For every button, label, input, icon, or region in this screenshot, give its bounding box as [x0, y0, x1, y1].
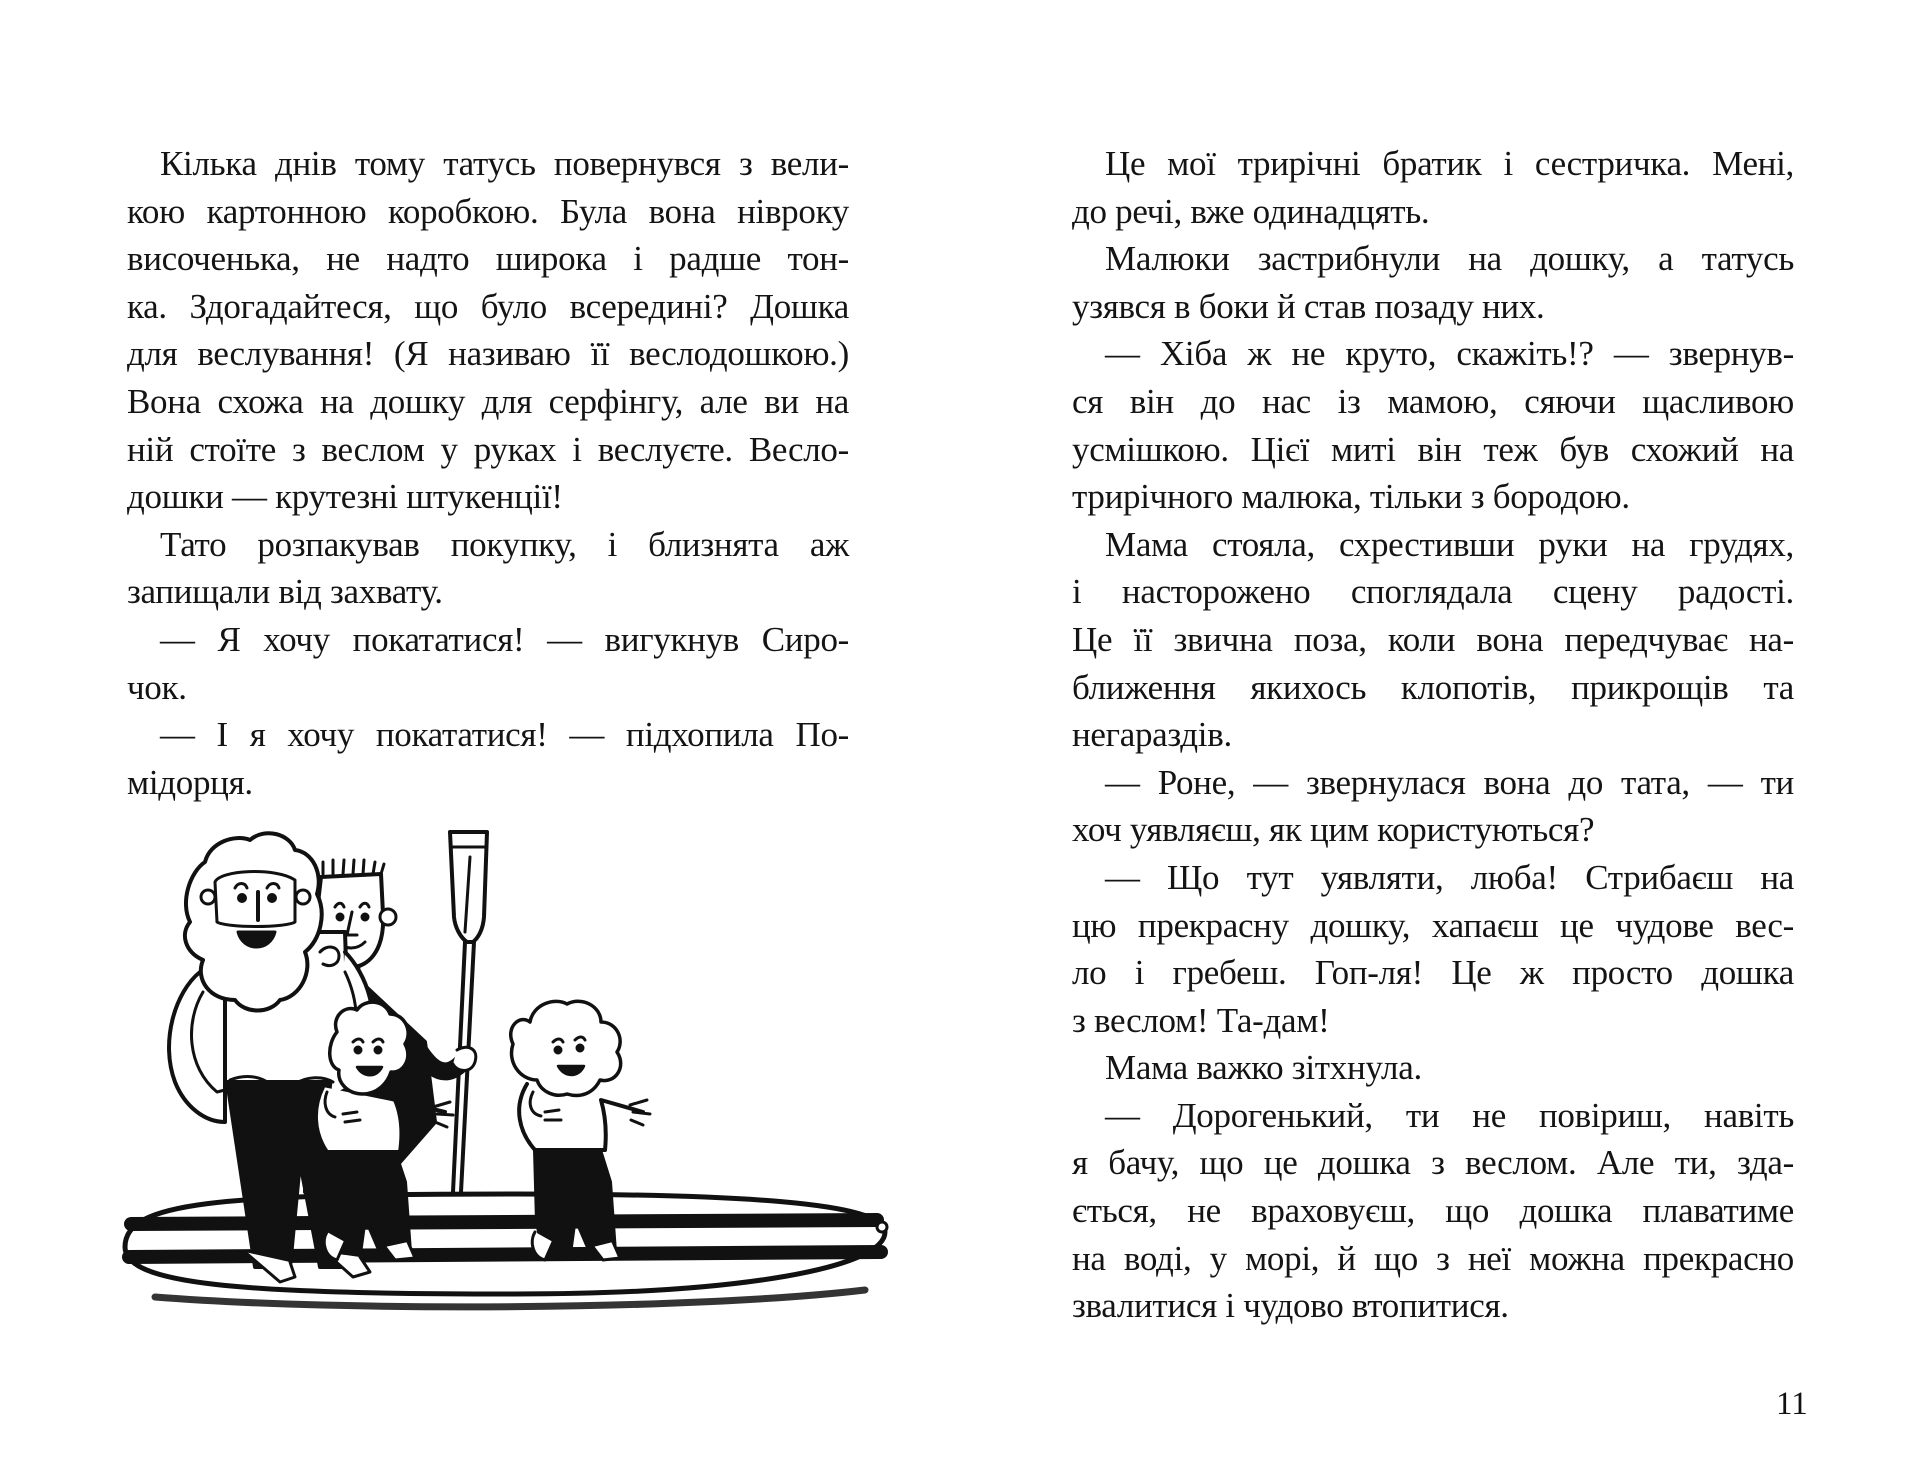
text-line: — Дорогенький, ти не повіриш, навіть [1105, 1095, 1794, 1135]
text-line: Мама важко зітхнула. [1105, 1048, 1422, 1088]
text-line: узявся в боки й став позаду них. [1072, 286, 1545, 326]
oar-icon [450, 832, 487, 1192]
text-line: ло і гребеш. Гоп-ля! Це ж просто дошка [1072, 953, 1794, 993]
text-line: хоч уявляєш, як цим користуються? [1072, 810, 1595, 850]
text-line: негараздів. [1072, 715, 1232, 755]
text-line: Вона схожа на дошку для серфінгу, але ви на [127, 381, 849, 421]
text-line: на воді, у морі, й що з неї можна прекрасно [1072, 1238, 1794, 1278]
text-line: цю прекрасну дошку, хапаєш це чудове вес- [1072, 905, 1794, 945]
left-page-text [127, 140, 849, 806]
text-line: Мама стояла, схрестивши руки на грудях, [1105, 524, 1794, 564]
text-line: — І я хочу покататися! — підхопила По- [160, 715, 849, 755]
paddle-board-family-illustration [95, 822, 910, 1322]
text-line: Це мої трирічні братик і сестричка. Мені, [1105, 144, 1794, 183]
text-line: Тато розпакував покупку, і близнята аж [160, 524, 849, 564]
text-line: ся він до нас із мамою, сяючи щасливою [1072, 381, 1794, 421]
text-line: дошки — крутезні штукенції! [127, 477, 563, 517]
text-line: трирічного малюка, тільки з бородою. [1072, 477, 1630, 517]
right-page-text [1072, 140, 1794, 1330]
text-line: Це її звична поза, коли вона передчуває на- [1072, 619, 1794, 659]
text-line: Малюки застрибнули на дошку, а татусь [1105, 239, 1794, 279]
text-line: — Я хочу покататися! — вигукнув Сиро- [160, 619, 849, 659]
text-line: усмішкою. Цієї миті він теж був схожий на [1072, 429, 1794, 469]
text-line: кою картонною коробкою. Була вона нівроку [127, 191, 849, 231]
text-line: звалитися і чудово втопитися. [1072, 1286, 1509, 1326]
text-line: ній стоїте з веслом у руках і веслуєте. Весло- [127, 429, 849, 469]
page-number: 11 [1776, 1386, 1808, 1422]
text-line: чок. [127, 667, 187, 707]
text-line: — Що тут уявляти, люба! Стрибаєш на [1105, 857, 1794, 897]
text-line: до речі, вже одинадцять. [1072, 191, 1430, 231]
text-line: запищали від захвату. [127, 572, 443, 612]
text-line: і насторожено споглядала сцену радості. [1072, 572, 1794, 612]
text-line: ближення якихось клопотів, прикрощів та [1072, 667, 1794, 707]
text-line: — Хіба ж не круто, скажіть!? — звернув- [1105, 334, 1794, 374]
text-line: Кілька днів тому татусь повернувся з вели- [160, 144, 849, 183]
text-line: височенька, не надто широка і радше тон- [127, 239, 849, 279]
text-line: — Роне, — звернулася вона до тата, — ти [1105, 762, 1794, 802]
text-line: я бачу, що це дошка з веслом. Але ти, зда- [1072, 1143, 1794, 1183]
text-line: ка. Здогадайтеся, що було всередині? Дошка [127, 286, 849, 326]
text-line: ється, не враховуєш, що дошка плаватиме [1072, 1191, 1794, 1231]
paddle-board-icon [125, 1194, 887, 1307]
text-line: мідорця. [127, 762, 253, 802]
text-line: для веслування! (Я називаю її веслодошкою.) [127, 334, 849, 374]
text-line: з веслом! Та-дам! [1072, 1000, 1330, 1040]
